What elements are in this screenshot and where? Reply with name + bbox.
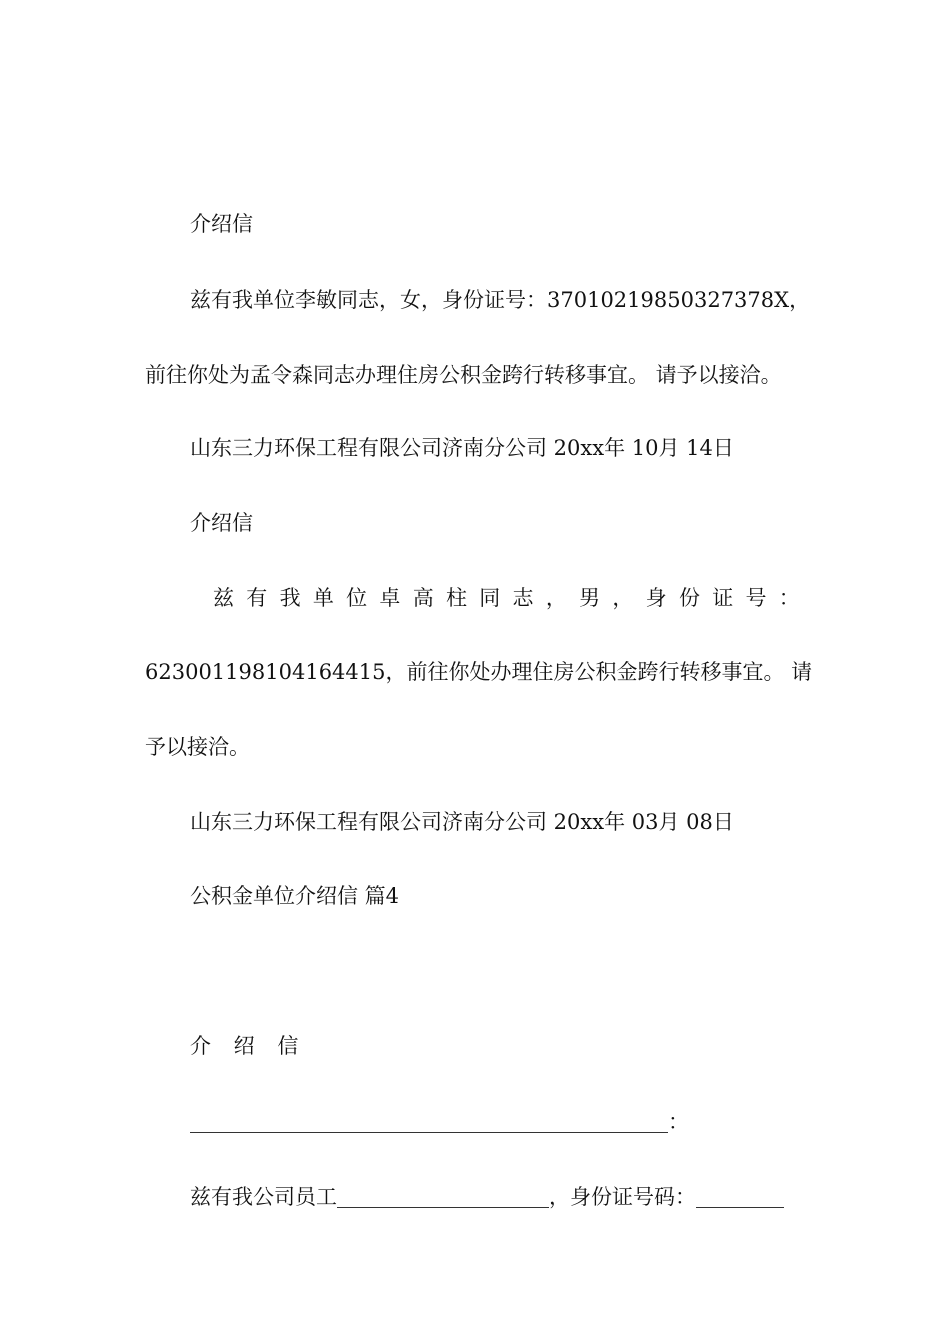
char: 男 — [579, 586, 601, 610]
template-body-line — [190, 1185, 784, 1208]
char: ， — [612, 586, 634, 610]
letter-1-title: 介绍信 — [190, 212, 253, 236]
char: 号 — [745, 586, 767, 610]
char: 我 — [279, 586, 301, 610]
char: 柱 — [445, 586, 467, 610]
addressee-blank — [190, 1110, 668, 1133]
letter-2-signature: 山东三力环保工程有限公司济南分公司 20xx年 03月 08日 — [190, 810, 734, 834]
char: 身 — [645, 586, 667, 610]
char: 份 — [678, 586, 700, 610]
char: ， — [545, 586, 567, 610]
template-title: 介 绍 信 — [190, 1034, 307, 1058]
char: 单 — [312, 586, 334, 610]
char: 同 — [479, 586, 501, 610]
char: 位 — [346, 586, 368, 610]
id-number-blank — [696, 1185, 784, 1208]
template-addressee-line — [190, 1110, 689, 1133]
char: 卓 — [379, 586, 401, 610]
letter-1-signature: 山东三力环保工程有限公司济南分公司 20xx年 10月 14日 — [190, 436, 734, 460]
letter-2-title: 介绍信 — [190, 511, 253, 535]
section-heading: 公积金单位介绍信 篇4 — [190, 884, 400, 908]
char: 有 — [246, 586, 268, 610]
char: 志 — [512, 586, 534, 610]
body-middle: ，身份证号码： — [549, 1185, 696, 1210]
letter-1-body-line-2: 前往你处为孟令森同志办理住房公积金跨行转移事宜。 请予以接洽。 — [145, 363, 782, 387]
char: ： — [778, 586, 800, 610]
letter-2-body-line-1 — [213, 588, 800, 609]
char: 高 — [412, 586, 434, 610]
char: 兹 — [213, 586, 234, 610]
addressee-colon: ： — [668, 1110, 689, 1135]
letter-1-body-line-1: 兹有我单位李敏同志，女，身份证号：37010219850327378X， — [190, 288, 811, 312]
employee-name-blank — [337, 1185, 549, 1208]
letter-2-body-line-2: 623001198104164415，前往你处办理住房公积金跨行转移事宜。 请 — [145, 660, 813, 684]
char: 证 — [712, 586, 734, 610]
letter-2-body-line-3: 予以接洽。 — [145, 735, 250, 759]
body-prefix: 兹有我公司员工 — [190, 1185, 337, 1210]
